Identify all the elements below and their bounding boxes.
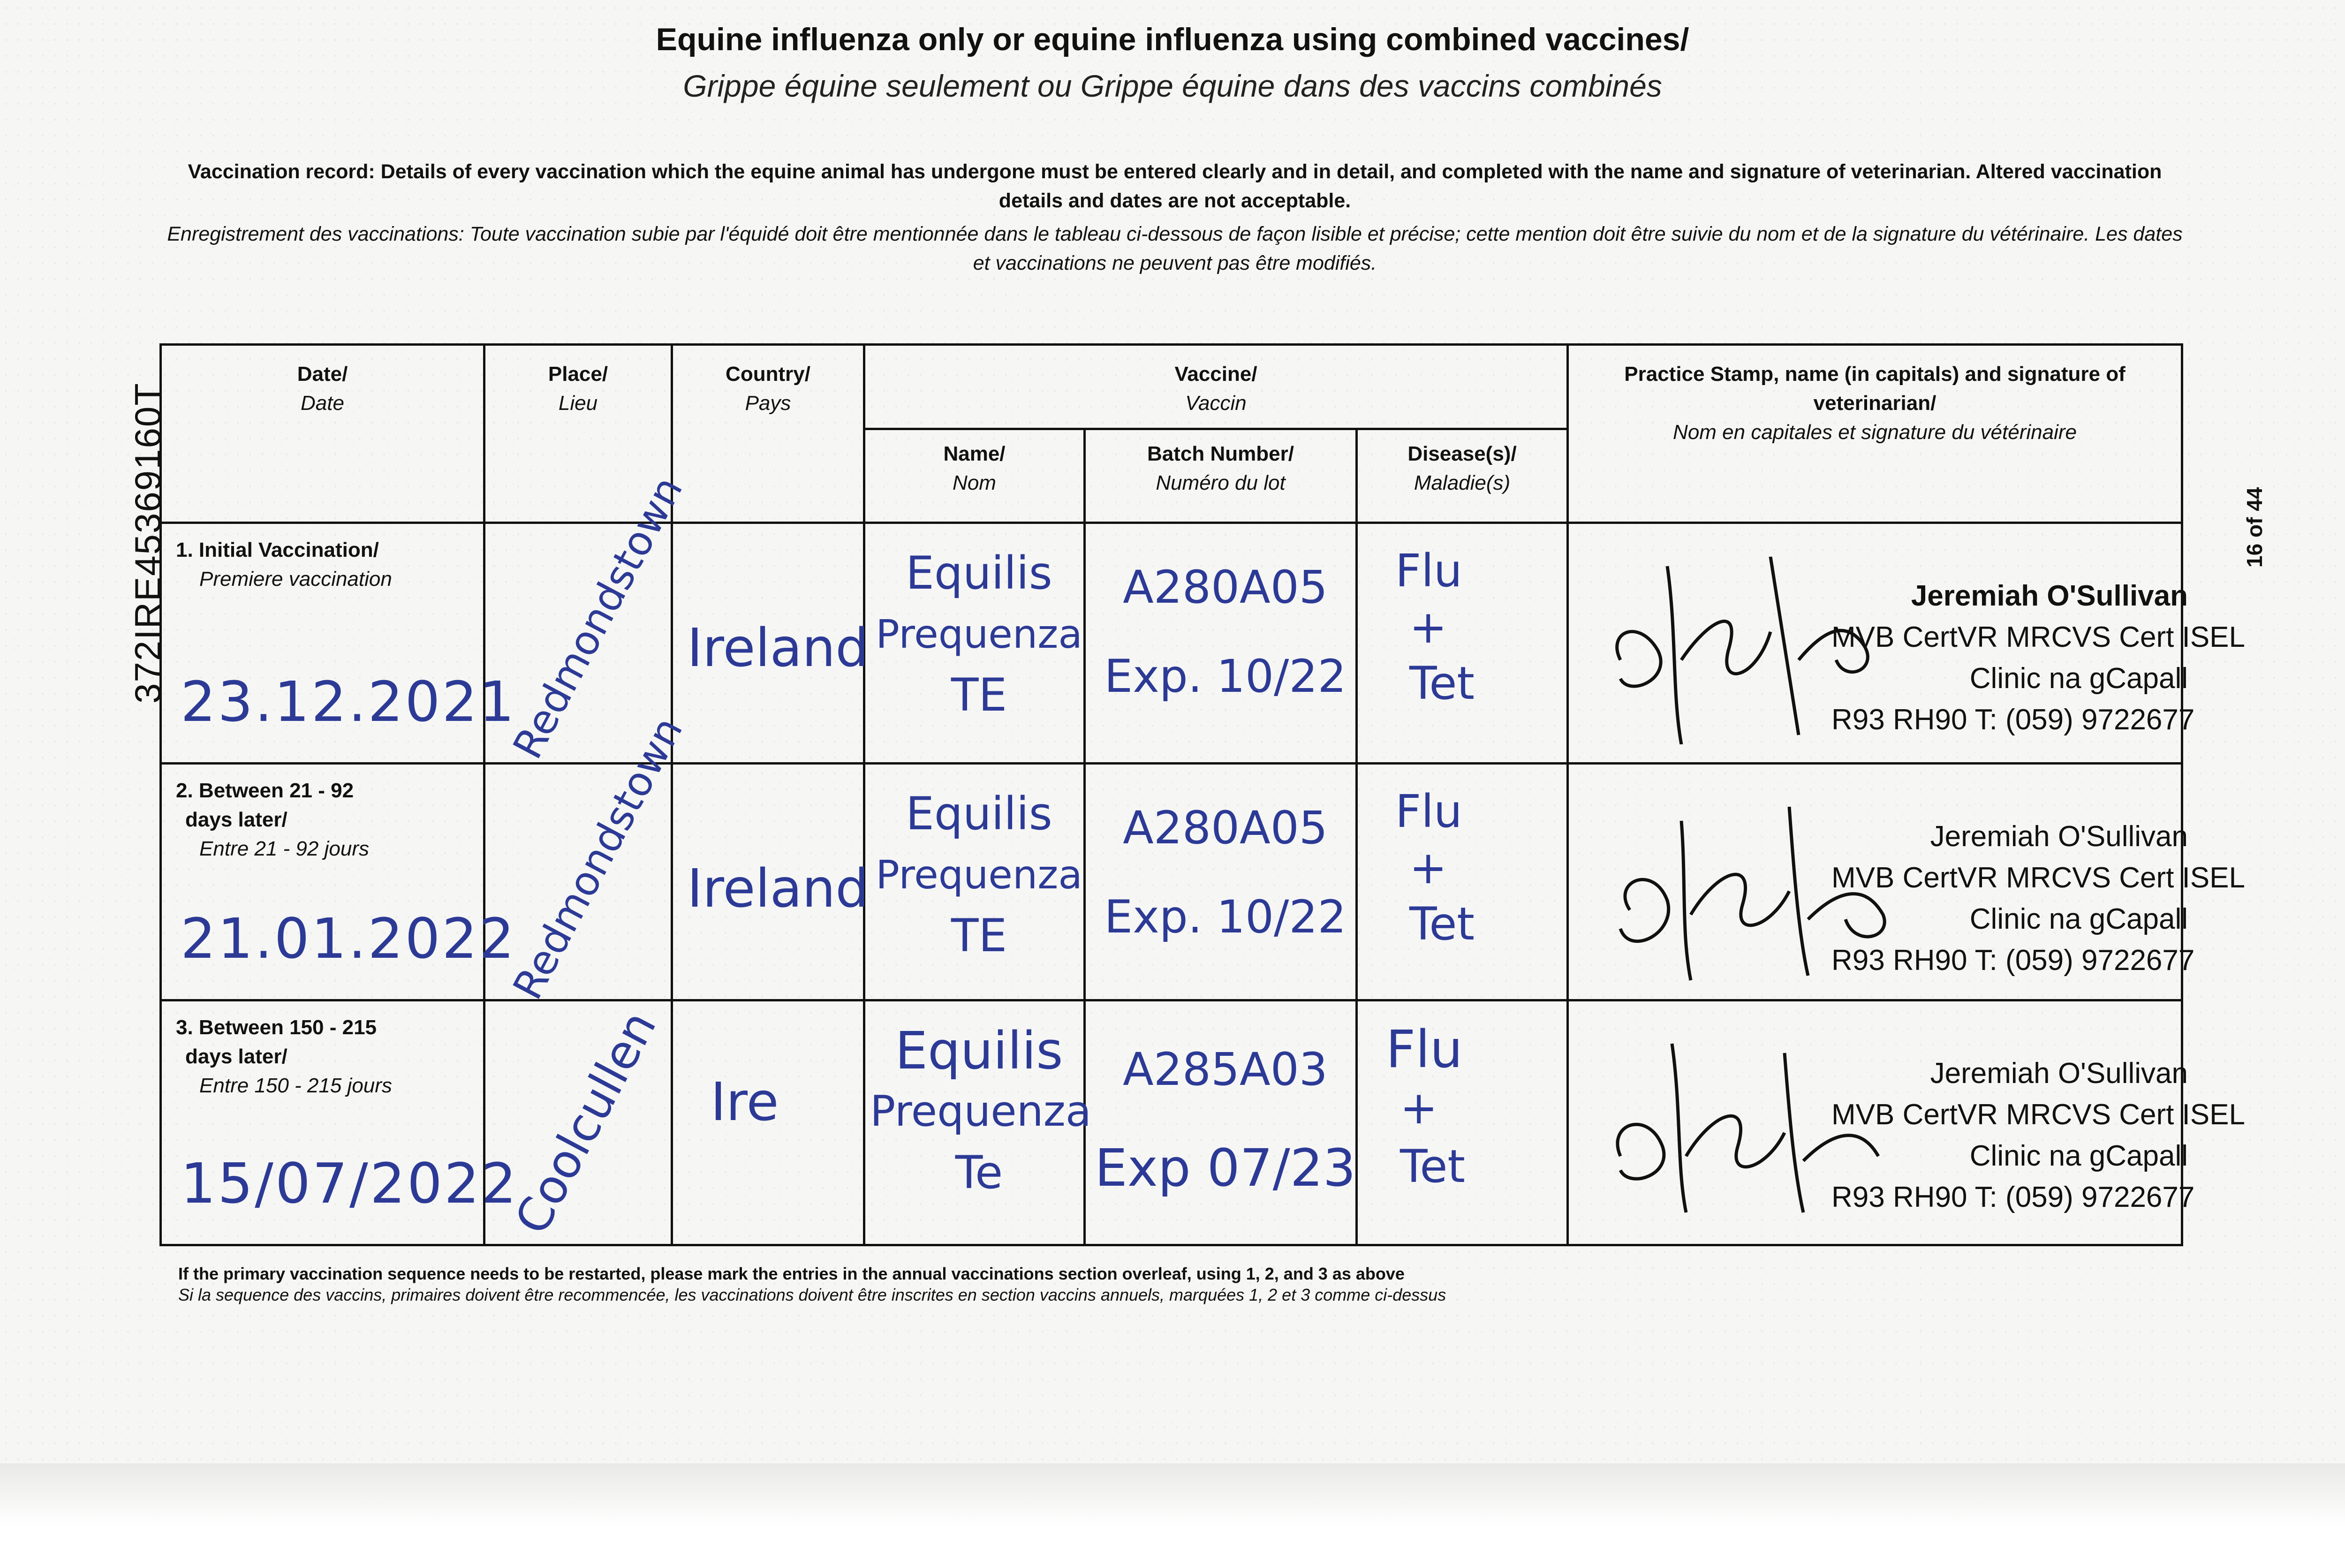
disease-cell: [1357, 1000, 1568, 1245]
vaccination-country: Ireland: [687, 618, 869, 679]
row-label: 1. Initial Vaccination/ Premiere vaccination: [176, 538, 392, 591]
veterinary-practice-stamp: Jeremiah O'Sullivan MVB CertVR MRCVS Cert ISEL Clinic na gCapall R93 RH90 T: (059) 9722677: [1831, 580, 2245, 736]
disease: Flu + Tet: [1386, 1019, 1466, 1193]
veterinary-practice-stamp: Jeremiah O'Sullivan MVB CertVR MRCVS Cert ISEL Clinic na gCapall R93 RH90 T: (059) 9722677: [1831, 1057, 2245, 1213]
date-cell: [161, 1000, 519, 1245]
batch-number: A280A05 Exp. 10/22: [1104, 561, 1346, 703]
page-number: 16 of 44: [2242, 487, 2267, 568]
batch-number: A280A05 Exp. 10/22: [1104, 802, 1346, 943]
country-cell: [672, 1000, 864, 1245]
header-disease: Disease(s)/ Maladie(s): [1357, 429, 1568, 523]
batch-number-cell: [1085, 764, 1357, 1000]
veterinary-practice-stamp: Jeremiah O'Sullivan MVB CertVR MRCVS Cert ISEL Clinic na gCapall R93 RH90 T: (059) 9722677: [1831, 820, 2245, 977]
table-row: [161, 1000, 2182, 1245]
date-cell: [161, 764, 516, 1000]
vaccination-date: 23.12.2021: [181, 669, 516, 734]
footer-note-french: Si la sequence des vaccins, primaires doivent être recommencée, les vaccinations doivent être inscrites en section vaccins annuels, marquées 1, 2 et 3 comme ci-dessus: [178, 1285, 1446, 1304]
header-vaccine: Vaccine/ Vaccin: [864, 345, 1568, 429]
vaccine-name: Equilis Prequenza Te: [870, 1021, 1092, 1199]
vaccine-name-cell: [864, 1000, 1092, 1245]
batch-number: A285A03 Exp 07/23: [1095, 1043, 1356, 1198]
scan-bottom-edge: [0, 1463, 2345, 1568]
practice-stamp-cell: [1568, 764, 2245, 1000]
practice-stamp-cell: [1568, 523, 2245, 764]
header-place: Place/ Lieu: [484, 345, 672, 523]
disease: Flu + Tet: [1395, 545, 1475, 710]
date-cell: [161, 523, 516, 764]
header-date: Date/ Date: [161, 345, 484, 523]
passport-id-vertical: 372IRE45369160T: [127, 382, 168, 704]
vaccination-table: [159, 343, 2245, 1246]
vaccination-place: Coolcullen: [504, 1002, 667, 1243]
instructions-french: Enregistrement des vaccinations: Toute vaccination subie par l'équidé doit être mentionnée dans le tableau ci-dessous de façon lisible et précise; cette mention doit être suivie du nom et de la signature du vétérinaire. Les dates et vaccinations ne peuvent pas être modifiés.: [167, 223, 2183, 274]
place-cell: [484, 709, 692, 1007]
vaccination-country: Ireland: [687, 858, 869, 919]
country-cell: [672, 523, 869, 764]
row-label: 2. Between 21 - 92 days later/ Entre 21 - 92 jours: [176, 779, 369, 860]
row-label: 3. Between 150 - 215 days later/ Entre 150 - 215 jours: [176, 1016, 392, 1097]
vaccine-name-cell: [864, 523, 1085, 764]
header-vaccine-name: Name/ Nom: [864, 429, 1085, 523]
vaccination-date: 21.01.2022: [181, 906, 516, 971]
vaccination-place: Redmondstown: [504, 469, 692, 766]
form-title-french: Grippe équine seulement ou Grippe équine dans des vaccins combinés: [683, 68, 1662, 103]
footer-note-english: If the primary vaccination sequence needs to be restarted, please mark the entries in the annual vaccinations section overleaf, using 1, 2, and 3 as above: [178, 1264, 1405, 1283]
vaccination-place: Redmondstown: [504, 709, 692, 1007]
disease-cell: [1357, 764, 1568, 1000]
disease-cell: [1357, 523, 1568, 764]
header-practice-stamp: Practice Stamp, name (in capitals) and signature of veterinarian/ Nom en capitales et signature du vétérinaire: [1568, 345, 2182, 523]
table-row: [161, 523, 2182, 764]
header-batch-number: Batch Number/ Numéro du lot: [1085, 429, 1357, 523]
disease: Flu + Tet: [1395, 785, 1475, 950]
vaccine-name: Equilis Prequenza TE: [876, 788, 1082, 962]
form-title-english: Equine influenza only or equine influenza using combined vaccines/: [656, 22, 1689, 57]
vaccine-name: Equilis Prequenza TE: [876, 547, 1082, 721]
practice-stamp-cell: [1568, 1000, 2245, 1245]
vaccination-country: Ire: [711, 1072, 779, 1133]
header-country: Country/ Pays: [672, 345, 864, 523]
table-row: [161, 764, 2182, 1000]
place-cell: [484, 1000, 672, 1245]
vaccine-name-cell: [864, 764, 1085, 1000]
batch-number-cell: [1085, 523, 1357, 764]
country-cell: [672, 764, 869, 1000]
vaccination-date: 15/07/2022: [181, 1151, 519, 1216]
batch-number-cell: [1085, 1000, 1357, 1245]
instructions-english: Vaccination record: Details of every vaccination which the equine animal has undergone must be entered clearly and in detail, and completed with the name and signature of veterinarian. Altered vaccination details and dates are not acceptable.: [188, 160, 2162, 212]
